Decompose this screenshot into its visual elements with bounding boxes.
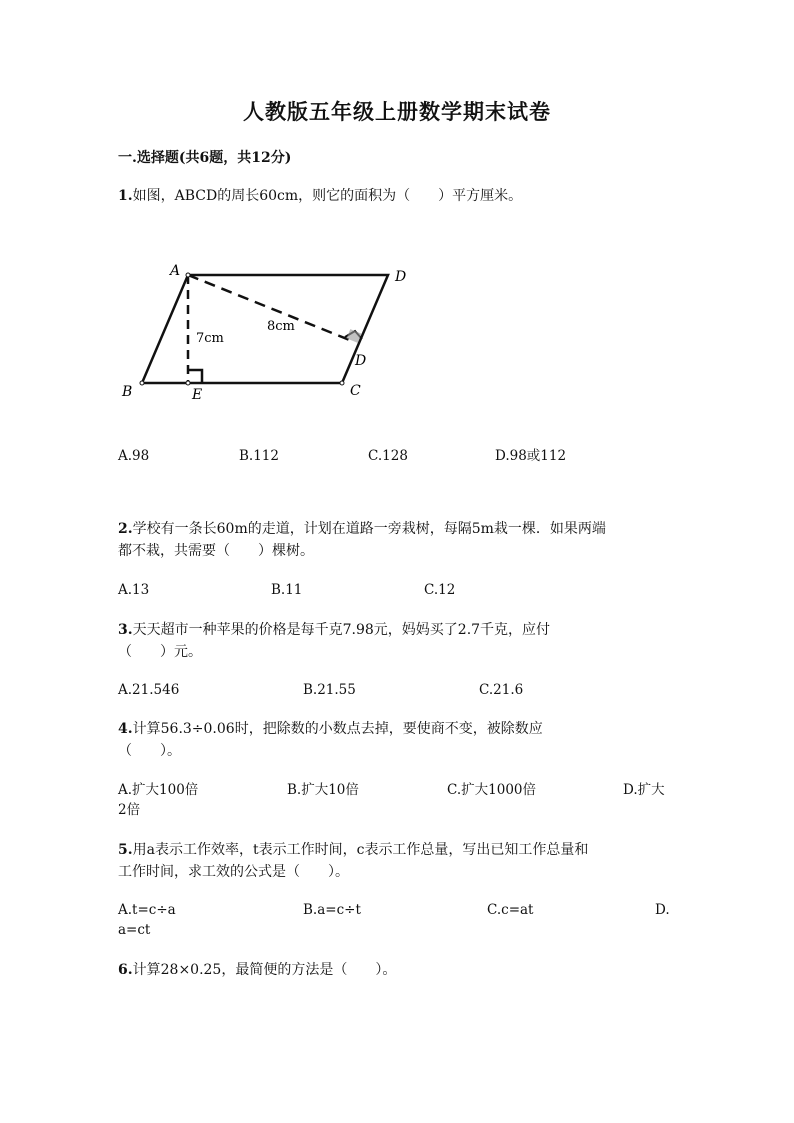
question-text-cont: （ ）元。 (118, 644, 202, 660)
option-c[interactable]: C.128 (368, 448, 408, 464)
question-text: 如图，ABCD的周长60cm，则它的面积为（ ）平方厘米。 (132, 188, 523, 204)
question-5-options (118, 900, 678, 940)
question-number: 4. (118, 721, 133, 737)
option-a[interactable]: A.t=c÷a (118, 902, 176, 918)
option-b[interactable]: B.扩大10倍 (287, 782, 359, 798)
option-a[interactable]: A.扩大100倍 (118, 782, 199, 798)
option-c[interactable]: C.扩大1000倍 (447, 782, 536, 798)
question-text: 计算56.3÷0.06时，把除数的小数点去掉，要使商不变，被除数应 (132, 721, 543, 737)
label-d: D (395, 269, 407, 285)
option-c[interactable]: C.c=at (487, 902, 534, 918)
question-text-cont: 工作时间，求工效的公式是（ ）。 (118, 864, 349, 880)
option-c[interactable]: C.12 (424, 582, 456, 598)
question-text-cont: （ ）。 (118, 743, 181, 759)
option-d[interactable]: D.98或112 (495, 448, 567, 464)
parallelogram-shape (142, 275, 388, 383)
vertex-b (140, 381, 144, 385)
label-e: E (192, 387, 203, 403)
label-c: C (350, 383, 361, 399)
question-1 (118, 185, 678, 207)
label-b: B (122, 384, 133, 400)
question-1-options (118, 446, 678, 466)
option-d[interactable]: D. (655, 902, 670, 918)
option-a[interactable]: A.98 (118, 448, 150, 464)
question-4 (118, 718, 678, 762)
label-a: A (170, 263, 181, 279)
question-text: 学校有一条长60m的走道，计划在道路一旁栽树，每隔5m栽一棵．如果两端 (132, 521, 606, 537)
question-6 (118, 959, 678, 981)
option-d-wrap: 2倍 (118, 802, 141, 818)
question-text: 天天超市一种苹果的价格是每千克7.98元，妈妈买了2.7千克，应付 (132, 622, 551, 638)
option-b[interactable]: B.112 (239, 448, 279, 464)
question-2-options (118, 580, 678, 600)
option-b[interactable]: B.a=c÷t (303, 902, 361, 918)
option-a[interactable]: A.13 (118, 582, 150, 598)
option-a[interactable]: A.21.546 (118, 682, 180, 698)
section-heading: 一.选择题(共6题，共12分) (118, 150, 292, 166)
question-number: 5. (118, 842, 133, 858)
option-b[interactable]: B.21.55 (303, 682, 356, 698)
question-5 (118, 839, 678, 883)
option-d-wrap: a=ct (118, 922, 151, 938)
question-text: 计算28×0.25，最简便的方法是（ ）。 (132, 962, 397, 978)
label-8cm: 8cm (267, 319, 295, 334)
question-number: 2. (118, 521, 133, 537)
question-2 (118, 518, 678, 562)
question-number: 1. (118, 188, 133, 204)
label-d-foot: D (355, 353, 367, 369)
question-number: 6. (118, 962, 133, 978)
label-7cm: 7cm (196, 331, 224, 346)
vertex-a (186, 273, 190, 277)
question-3 (118, 619, 678, 663)
option-b[interactable]: B.11 (271, 582, 303, 598)
question-3-options (118, 680, 678, 700)
option-c[interactable]: C.21.6 (479, 682, 524, 698)
question-text: 用a表示工作效率，t表示工作时间，c表示工作总量，写出已知工作总量和 (132, 842, 589, 858)
option-d[interactable]: D.扩大 (623, 782, 665, 798)
question-4-options (118, 780, 678, 820)
page-title: 人教版五年级上册数学期末试卷 (243, 99, 551, 124)
vertex-c (340, 381, 344, 385)
parallelogram-figure (112, 255, 412, 405)
question-number: 3. (118, 622, 133, 638)
right-angle-e (188, 370, 202, 383)
vertex-e (186, 381, 190, 385)
question-text-cont: 都不栽，共需要（ ）棵树。 (118, 543, 314, 559)
